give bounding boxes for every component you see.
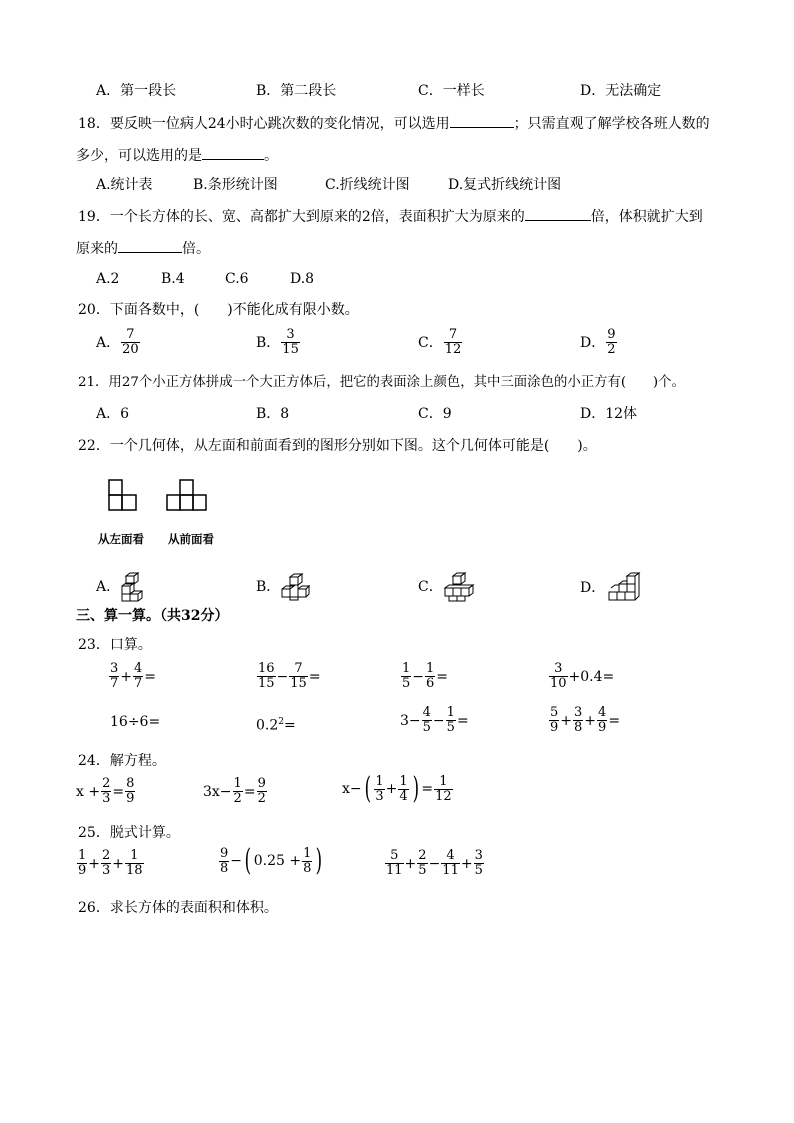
q18-option-a: A.统计表 [96,177,153,193]
q26-text: 26．求长方体的表面积和体积。 [78,900,278,916]
left-view-figure [108,479,138,511]
right-paren: ) [412,771,419,806]
q19-text-a: 19．一个长方体的长、宽、高都扩大到原来的2倍，表面积扩大为原来的 [78,209,525,225]
q19-option-b: B.4 [161,271,185,287]
q21-option-d: D．12体 [580,406,638,422]
q19-option-a: A.2 [96,271,120,287]
q25-expr3: $\frac{5}{11}$ + $\frac{2}{5}$ − $\frac{4}{11}$ + $\frac{3}{5}$ [386,848,483,878]
q19-option-d: D.8 [290,271,315,287]
q23-r1c4: $\frac{3}{10}$ +0.4= [550,661,615,691]
q22-option-c-label: C． [418,579,443,595]
q23-text: 23．口算。 [78,637,152,653]
q21-text: 21．用27个小正方体拼成一个大正方体后，把它的表面涂上颜色，其中三面涂色的小正方有( )个。 [78,375,685,390]
q20-option-b [256,328,301,357]
q18-blank-2[interactable] [202,145,264,160]
cube-stack-d-icon [605,572,641,604]
q22-option-b-label: B． [256,579,281,595]
q19-text-c: 原来的 [76,241,118,257]
q22-option-c [418,572,477,602]
left-paren: ( [364,771,371,806]
q21-option-a: A．6 [96,406,130,422]
q20-option-c-label: C． [418,334,443,351]
q24-text: 24．解方程。 [78,753,166,769]
q20-option-d [580,328,618,357]
q23-r2c2: $0.2^2=$ [256,717,296,734]
q24-eq2: 3x− $\frac{1}{2}$ = $\frac{9}{2}$ [203,776,266,806]
view-left-label: 从左面看 [98,532,144,546]
q20-option-c [418,328,463,357]
q20-option-b-label: B． [256,334,281,351]
q23-r2c3: 3− $\frac{4}{5}$ − $\frac{1}{5}$ = [400,705,469,735]
q17-option-a: A．第一段长 [96,83,177,99]
q20-option-b-fraction: $\frac{3}{15}$ [282,327,299,357]
q22-option-a-label: A． [96,579,121,595]
q20-option-d-label: D． [580,334,606,351]
q19-line1 [78,206,703,227]
q18-text-a: 18．要反映一位病人24小时心跳次数的变化情况，可以选用 [78,116,450,132]
section3-title: 三、算一算。（共32分） [76,608,229,624]
q20-text: 20．下面各数中，( )不能化成有限小数。 [78,302,359,318]
q17-option-b: B．第二段长 [256,83,337,99]
q23-r1c1: $\frac{3}{7}$ + $\frac{4}{7}$ = [110,661,157,691]
q20-option-a [96,328,141,357]
q19-text-d: 倍。 [182,241,210,257]
q22-text: 22．一个几何体，从左面和前面看到的图形分别如下图。这个几何体可能是( )。 [78,438,597,454]
q19-blank-2[interactable] [118,238,182,253]
q22-option-b [256,572,310,602]
q23-r1c2: $\frac{16}{15}$ − $\frac{7}{15}$ = [258,661,321,691]
q23-r2c4: $\frac{5}{9}$ + $\frac{3}{8}$ + $\frac{4}{9}$ = [550,705,621,735]
cube-stack-c-icon [443,572,477,602]
q17-option-c: C．一样长 [418,83,485,99]
q18-option-c: C.折线统计图 [325,177,410,193]
q19-option-c: C.6 [225,271,249,287]
q18-option-d: D.复式折线统计图 [448,177,562,193]
view-front-label: 从前面看 [168,532,214,546]
q20-option-c-fraction: $\frac{7}{12}$ [444,327,462,357]
q20-option-d-fraction: $\frac{9}{2}$ [607,327,616,357]
cube-stack-a-icon [120,572,146,602]
q22-option-d [580,572,641,604]
q25-text: 25．脱式计算。 [78,825,180,841]
q21-option-b: B．8 [256,406,290,422]
q18-text-c: 多少，可以选用的是 [76,148,202,164]
q24-eq3: x− ( $\frac{1}{3}$ + $\frac{1}{4}$ ) = $\frac{1}{12}$ [342,771,452,806]
q25-expr1: $\frac{1}{9}$ + $\frac{2}{3}$ + $\frac{1}{18}$ [78,848,143,878]
q24-eq1: x + $\frac{2}{3}$ = $\frac{8}{9}$ [76,776,135,806]
q19-line2 [76,238,210,259]
q25-expr2: $\frac{9}{8}$ − ( 0.25 + $\frac{1}{8}$ ) [220,843,323,878]
q23-r1c3: $\frac{1}{5}$ − $\frac{1}{6}$ = [402,661,449,691]
q18-blank-1[interactable] [450,113,514,128]
q17-option-d: D．无法确定 [580,83,662,99]
q23-r2c1: 16÷6= [110,714,161,730]
cube-stack-b-icon [280,572,310,602]
q19-text-b: 倍，体积就扩大到 [590,209,703,225]
q20-option-a-label: A． [96,334,121,351]
q22-option-d-label: D． [580,580,606,596]
q19-blank-1[interactable] [525,206,591,221]
q18-text-d: 。 [264,148,278,164]
q18-line2 [76,145,278,166]
q22-option-a [96,572,146,602]
q21-option-c: C．9 [418,406,452,422]
left-paren: ( [244,843,252,878]
front-view-figure [166,479,208,511]
q18-line1 [78,113,710,134]
q18-text-b: ；只需直观了解学校各班人数的 [513,116,710,132]
q18-option-b: B.条形统计图 [193,177,278,193]
q20-option-a-fraction: $\frac{7}{20}$ [122,327,139,357]
right-paren: ) [316,843,323,878]
